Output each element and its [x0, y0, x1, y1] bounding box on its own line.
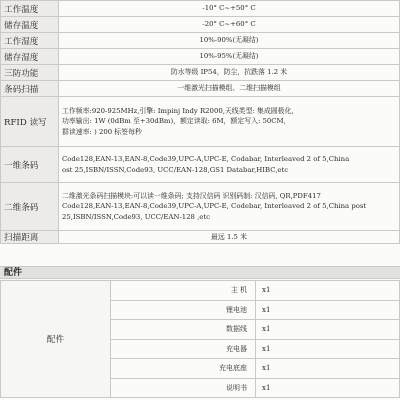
spec-value-line: 防水等级 IP54，防尘，抗跌落 1.2 米 — [170, 68, 288, 77]
spec-value-line: Code128,EAN-13,EAN-8,Code39,UPC-A,UPC-E, Codebar, Interleaved 2 of 5,China post — [62, 202, 367, 211]
spec-row — [1, 183, 400, 231]
accessory-name: 主 机 — [111, 281, 256, 301]
spec-label: 条码扫描 — [1, 81, 59, 97]
spec-row — [1, 81, 400, 97]
spec-label: 三防功能 — [1, 65, 59, 81]
accessory-name: 充电底座 — [111, 359, 256, 379]
spec-label: 二维条码 — [1, 183, 59, 231]
spec-value — [59, 65, 400, 81]
spec-value — [59, 183, 400, 231]
accessory-qty: x1 — [256, 320, 400, 340]
spec-value-line: 二维激光条码扫描模块:可以读一维条码; 支持汉信码 识别码制: 汉信码, QR,PDF417 — [62, 192, 321, 201]
spec-value — [59, 49, 400, 65]
spec-label: RFID 读写 — [1, 97, 59, 147]
spec-value — [59, 1, 400, 17]
accessory-qty: x1 — [256, 281, 400, 301]
spec-value-line: ost 25,ISBN/ISSN,Code93, UCC/EAN-128,GS1 Databar,HIBC,etc — [62, 165, 289, 174]
accessories-section-title: 配件 — [4, 268, 23, 278]
spec-row — [1, 65, 400, 81]
spec-value — [59, 17, 400, 33]
spec-row — [1, 17, 400, 33]
spec-row — [1, 33, 400, 49]
spec-row — [1, 49, 400, 65]
accessory-name: 锂电池 — [111, 300, 256, 320]
accessory-name: 充电器 — [111, 339, 256, 359]
spec-value-line: 工作频率:920-925MHz,引擎: Impinj Indy R2000,天线类型: 集成圆极化, — [62, 107, 294, 116]
spec-value-line: -10° C~+50° C — [202, 4, 256, 13]
spec-value-line: -20° C~+60° C — [202, 20, 256, 29]
accessory-qty: x1 — [256, 300, 400, 320]
accessory-qty: x1 — [256, 378, 400, 398]
spec-label: 工作湿度 — [1, 33, 59, 49]
spec-value — [59, 81, 400, 97]
accessory-name: 数据线 — [111, 320, 256, 340]
spec-value-line: 功率输出: 1W (0dBm 至+30dBm)，额定读取: 6M，额定写入: 50CM， — [62, 117, 291, 126]
spec-value-line: 一维激光扫描模组、二维扫描模组 — [177, 84, 281, 93]
spec-value — [59, 231, 400, 244]
spec-value-line: Code128,EAN-13,EAN-8,Code39,UPC-A,UPC-E, Codabar, Interleaved 2 of 5,China — [62, 155, 350, 164]
spec-value — [59, 147, 400, 183]
accessory-qty: x1 — [256, 339, 400, 359]
spec-label: 扫描距离 — [1, 231, 59, 244]
spec-label: 一维条码 — [1, 147, 59, 183]
spec-value — [59, 33, 400, 49]
spec-value-line: 群读速率: ) 200 标签每秒 — [62, 127, 142, 136]
accessories-table — [0, 280, 400, 398]
accessory-row — [1, 281, 400, 301]
spec-value-line: 最远 1.5 米 — [210, 233, 247, 241]
spec-row — [1, 147, 400, 183]
spec-row — [1, 1, 400, 17]
spec-label: 工作温度 — [1, 1, 59, 17]
accessory-name: 说明书 — [111, 378, 256, 398]
accessories-label: 配件 — [1, 281, 111, 398]
spec-value — [59, 97, 400, 147]
accessories-section-header — [0, 266, 400, 279]
spec-label: 储存湿度 — [1, 49, 59, 65]
spec-value-line: 10%-90%(无凝结) — [199, 36, 259, 45]
spec-value-line: 10%-95%(无凝结) — [199, 52, 259, 61]
spec-row — [1, 231, 400, 244]
spec-value-line: 25,ISBN/ISSN,Code93, UCC/EAN-128 ,etc — [62, 212, 210, 221]
accessory-qty: x1 — [256, 359, 400, 379]
spec-label: 储存温度 — [1, 17, 59, 33]
spec-row — [1, 97, 400, 147]
